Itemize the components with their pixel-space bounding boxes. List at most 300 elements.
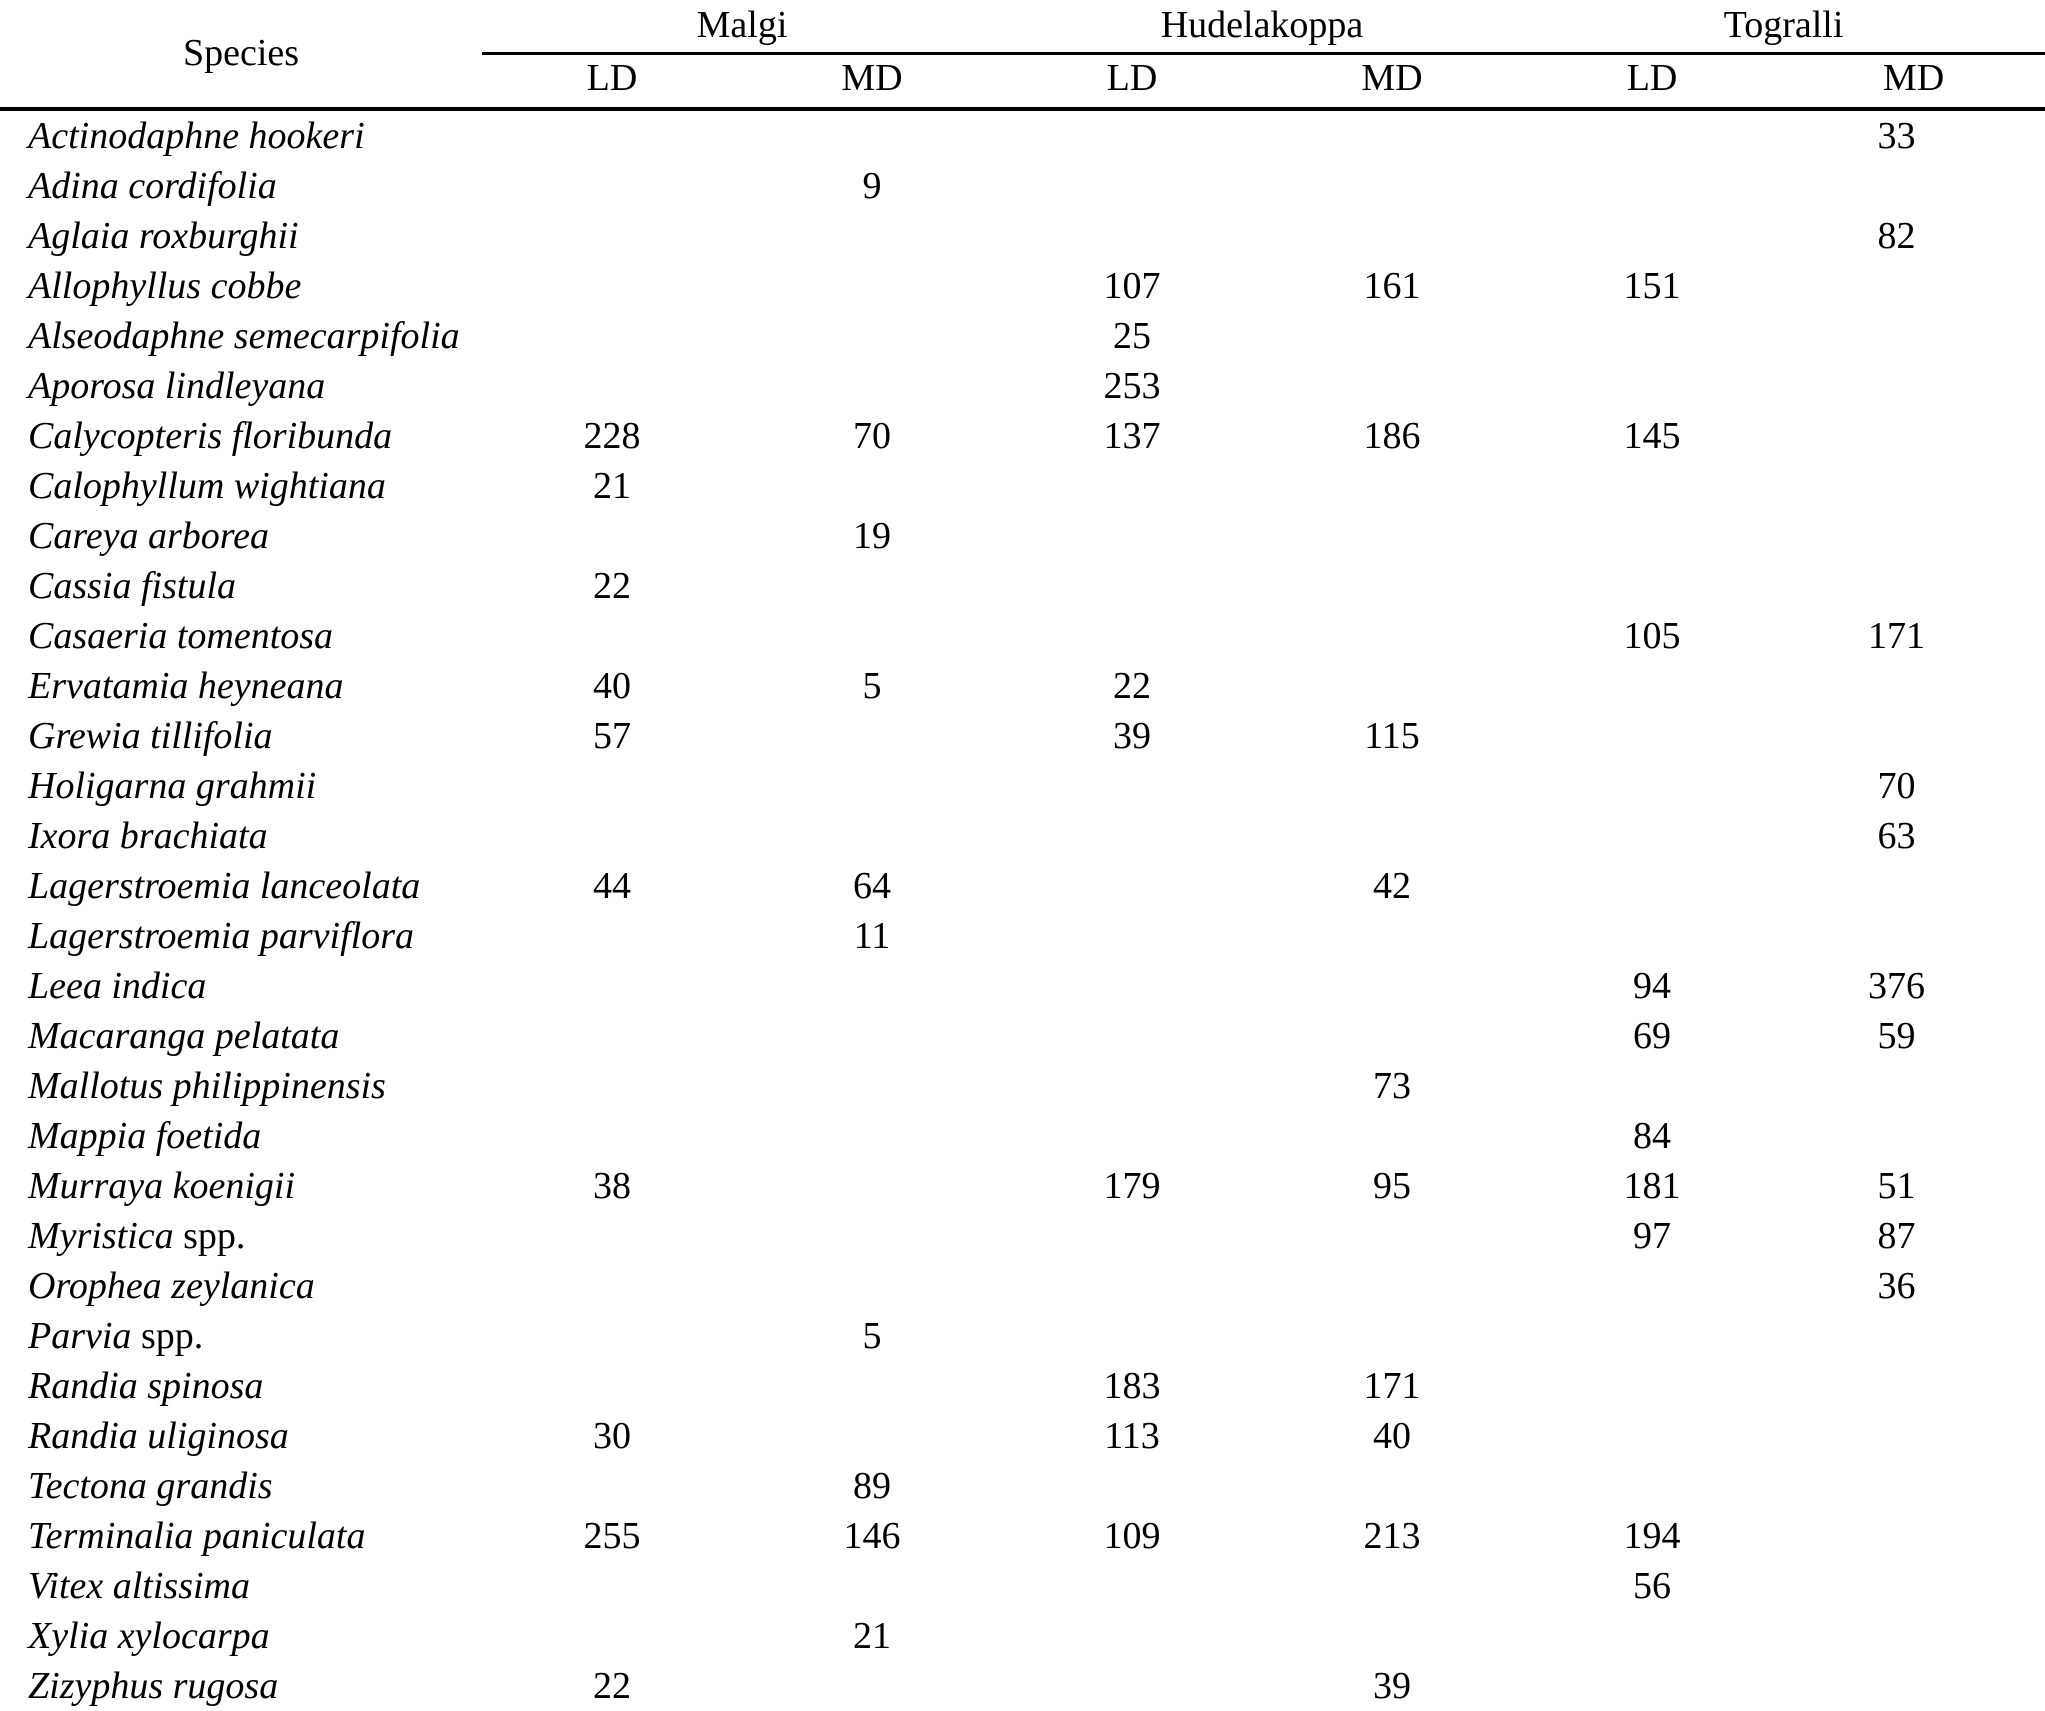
cell-togralli-md bbox=[1782, 461, 2045, 511]
species-name: Holigarna grahmii bbox=[28, 764, 317, 807]
cell-malgi-md bbox=[742, 961, 1002, 1011]
species-name: Ervatamia heyneana bbox=[28, 664, 344, 707]
cell-malgi-md bbox=[742, 261, 1002, 311]
species-name-cell bbox=[0, 1061, 482, 1111]
cell-togralli-md: 171 bbox=[1868, 614, 1926, 657]
table-row bbox=[0, 1361, 2045, 1411]
cell-hudelakoppa-ld: 183 bbox=[1103, 1364, 1161, 1407]
species-name-cell bbox=[0, 111, 482, 161]
cell-malgi-ld: 38 bbox=[593, 1164, 631, 1207]
column-header-malgi-md: MD bbox=[841, 56, 903, 99]
species-name: Ixora brachiata bbox=[28, 814, 268, 857]
table-row bbox=[0, 161, 2045, 211]
cell-malgi-md bbox=[742, 1261, 1002, 1311]
column-header-species: Species bbox=[182, 32, 300, 75]
species-name-cell bbox=[0, 761, 482, 811]
cell-malgi-md bbox=[742, 1561, 1002, 1611]
species-name: Mappia foetida bbox=[28, 1114, 262, 1157]
cell-togralli-md bbox=[1782, 311, 2045, 361]
table-row bbox=[0, 611, 2045, 661]
cell-togralli-ld bbox=[1522, 1411, 1782, 1461]
species-name: Vitex altissima bbox=[28, 1564, 250, 1607]
species-name-cell bbox=[0, 1111, 482, 1161]
cell-malgi-ld bbox=[482, 1461, 742, 1511]
cell-hudelakoppa-md: 39 bbox=[1373, 1664, 1411, 1707]
cell-hudelakoppa-ld bbox=[1002, 511, 1262, 561]
cell-hudelakoppa-ld: 253 bbox=[1103, 364, 1161, 407]
cell-hudelakoppa-ld bbox=[1002, 1011, 1262, 1061]
group-header-malgi: Malgi bbox=[696, 4, 788, 46]
cell-malgi-ld bbox=[482, 311, 742, 361]
cell-malgi-ld: 30 bbox=[593, 1414, 631, 1457]
species-name: Careya arborea bbox=[28, 514, 269, 557]
cell-hudelakoppa-ld bbox=[1002, 1561, 1262, 1611]
species-name-cell bbox=[0, 311, 482, 361]
cell-togralli-md: 51 bbox=[1877, 1164, 1916, 1207]
cell-malgi-md: 21 bbox=[853, 1614, 891, 1657]
cell-hudelakoppa-ld: 107 bbox=[1103, 264, 1161, 307]
species-name: Adina cordifolia bbox=[28, 164, 277, 207]
species-name: Aporosa lindleyana bbox=[28, 364, 326, 407]
cell-malgi-ld bbox=[482, 211, 742, 261]
cell-togralli-ld: 105 bbox=[1623, 614, 1681, 657]
table-row bbox=[0, 861, 2045, 911]
table-row bbox=[0, 361, 2045, 411]
cell-hudelakoppa-ld: 137 bbox=[1103, 414, 1161, 457]
cell-hudelakoppa-ld bbox=[1002, 1111, 1262, 1161]
cell-malgi-md bbox=[742, 811, 1002, 861]
cell-malgi-md bbox=[742, 611, 1002, 661]
cell-hudelakoppa-md bbox=[1262, 161, 1522, 211]
cell-togralli-md bbox=[1782, 361, 2045, 411]
cell-malgi-ld bbox=[482, 1311, 742, 1361]
cell-hudelakoppa-md: 115 bbox=[1364, 714, 1420, 757]
table-row bbox=[0, 1561, 2045, 1611]
cell-togralli-ld bbox=[1522, 811, 1782, 861]
cell-togralli-md bbox=[1782, 711, 2045, 761]
table-header bbox=[0, 0, 2045, 111]
cell-malgi-ld bbox=[482, 1561, 742, 1611]
cell-malgi-ld bbox=[482, 1611, 742, 1661]
cell-malgi-ld bbox=[482, 961, 742, 1011]
cell-hudelakoppa-md bbox=[1262, 961, 1522, 1011]
cell-malgi-md bbox=[742, 1211, 1002, 1261]
cell-hudelakoppa-ld bbox=[1002, 1211, 1262, 1261]
cell-hudelakoppa-md bbox=[1262, 311, 1522, 361]
table-row bbox=[0, 711, 2045, 761]
cell-togralli-md: 87 bbox=[1877, 1214, 1916, 1257]
table-row bbox=[0, 1411, 2045, 1461]
species-name: Tectona grandis bbox=[28, 1464, 273, 1507]
cell-hudelakoppa-md: 213 bbox=[1363, 1514, 1421, 1557]
species-name: Terminalia paniculata bbox=[28, 1514, 366, 1557]
cell-togralli-md bbox=[1782, 561, 2045, 611]
cell-togralli-md bbox=[1782, 511, 2045, 561]
table-row bbox=[0, 511, 2045, 561]
cell-malgi-ld: 21 bbox=[593, 464, 631, 507]
cell-hudelakoppa-ld bbox=[1002, 861, 1262, 911]
cell-togralli-md bbox=[1782, 1111, 2045, 1161]
cell-togralli-ld: 97 bbox=[1633, 1214, 1672, 1257]
cell-togralli-ld bbox=[1522, 1461, 1782, 1511]
species-suffix: spp. bbox=[140, 1314, 204, 1357]
cell-hudelakoppa-md bbox=[1262, 1561, 1522, 1611]
cell-hudelakoppa-md bbox=[1262, 111, 1522, 161]
cell-hudelakoppa-md bbox=[1262, 461, 1522, 511]
cell-malgi-md: 5 bbox=[862, 664, 882, 707]
table-row bbox=[0, 211, 2045, 261]
cell-malgi-ld bbox=[482, 611, 742, 661]
species-name: Alseodaphne semecarpifolia bbox=[28, 314, 460, 357]
table-row bbox=[0, 261, 2045, 311]
species-name: Lagerstroemia parviflora bbox=[28, 914, 414, 957]
cell-malgi-md: 19 bbox=[853, 514, 891, 557]
cell-hudelakoppa-ld: 109 bbox=[1103, 1514, 1161, 1557]
column-header-hudelakoppa-md: MD bbox=[1361, 56, 1423, 99]
cell-hudelakoppa-md bbox=[1262, 561, 1522, 611]
cell-togralli-md: 36 bbox=[1877, 1264, 1916, 1307]
table-body bbox=[0, 111, 2045, 1711]
cell-togralli-md bbox=[1782, 1411, 2045, 1461]
species-name-cell bbox=[0, 1561, 482, 1611]
cell-malgi-ld: 255 bbox=[583, 1514, 641, 1557]
cell-malgi-md bbox=[742, 461, 1002, 511]
cell-malgi-ld bbox=[482, 1261, 742, 1311]
cell-hudelakoppa-ld bbox=[1002, 161, 1262, 211]
cell-malgi-ld bbox=[482, 1361, 742, 1411]
species-name: Actinodaphne hookeri bbox=[28, 114, 365, 157]
species-name-cell bbox=[0, 261, 482, 311]
cell-malgi-ld bbox=[482, 1111, 742, 1161]
cell-togralli-md: 70 bbox=[1877, 764, 1916, 807]
cell-malgi-ld bbox=[482, 1011, 742, 1061]
cell-hudelakoppa-ld bbox=[1002, 211, 1262, 261]
species-name-cell bbox=[0, 461, 482, 511]
cell-togralli-md bbox=[1782, 261, 2045, 311]
cell-togralli-ld bbox=[1522, 561, 1782, 611]
species-name: Grewia tillifolia bbox=[28, 714, 273, 757]
cell-hudelakoppa-ld bbox=[1002, 611, 1262, 661]
species-name-cell bbox=[0, 411, 482, 461]
cell-togralli-ld bbox=[1522, 861, 1782, 911]
cell-malgi-md: 64 bbox=[853, 864, 891, 907]
cell-hudelakoppa-ld bbox=[1002, 811, 1262, 861]
column-header-hudelakoppa-ld: LD bbox=[1106, 56, 1158, 99]
cell-malgi-ld: 40 bbox=[593, 664, 631, 707]
table-row bbox=[0, 1011, 2045, 1061]
cell-hudelakoppa-md: 42 bbox=[1373, 864, 1411, 907]
cell-hudelakoppa-md bbox=[1262, 611, 1522, 661]
species-name: Myristica bbox=[28, 1214, 174, 1257]
cell-togralli-ld bbox=[1522, 711, 1782, 761]
cell-togralli-ld bbox=[1522, 311, 1782, 361]
cell-togralli-ld bbox=[1522, 211, 1782, 261]
table-row bbox=[0, 1211, 2045, 1261]
cell-malgi-md bbox=[742, 1011, 1002, 1061]
table-row bbox=[0, 911, 2045, 961]
cell-togralli-md: 82 bbox=[1877, 214, 1916, 257]
cell-malgi-ld: 22 bbox=[593, 1664, 631, 1707]
table-row bbox=[0, 111, 2045, 161]
cell-togralli-ld bbox=[1522, 511, 1782, 561]
cell-togralli-ld bbox=[1522, 1361, 1782, 1411]
species-name: Xylia xylocarpa bbox=[28, 1614, 270, 1657]
cell-hudelakoppa-ld bbox=[1002, 111, 1262, 161]
cell-malgi-ld: 228 bbox=[583, 414, 641, 457]
cell-hudelakoppa-ld bbox=[1002, 961, 1262, 1011]
cell-hudelakoppa-ld bbox=[1002, 911, 1262, 961]
cell-hudelakoppa-md bbox=[1262, 911, 1522, 961]
cell-hudelakoppa-ld bbox=[1002, 1061, 1262, 1111]
species-name: Randia spinosa bbox=[28, 1364, 264, 1407]
cell-togralli-md bbox=[1782, 1511, 2045, 1561]
cell-togralli-ld: 181 bbox=[1623, 1164, 1681, 1207]
species-name-cell bbox=[0, 1661, 482, 1711]
species-name-cell bbox=[0, 1311, 482, 1361]
cell-malgi-md bbox=[742, 761, 1002, 811]
cell-hudelakoppa-md bbox=[1262, 761, 1522, 811]
cell-hudelakoppa-md bbox=[1262, 511, 1522, 561]
cell-malgi-ld: 22 bbox=[593, 564, 631, 607]
cell-togralli-md: 63 bbox=[1877, 814, 1916, 857]
cell-hudelakoppa-md: 171 bbox=[1363, 1364, 1421, 1407]
cell-togralli-md bbox=[1782, 1311, 2045, 1361]
group-rule-malgi bbox=[482, 50, 1002, 57]
cell-malgi-md bbox=[742, 711, 1002, 761]
species-suffix: spp. bbox=[183, 1214, 246, 1257]
cell-hudelakoppa-ld: 22 bbox=[1113, 664, 1151, 707]
cell-malgi-md bbox=[742, 111, 1002, 161]
table-row bbox=[0, 1461, 2045, 1511]
cell-togralli-ld: 56 bbox=[1633, 1564, 1672, 1607]
column-header-togralli-ld: LD bbox=[1626, 56, 1678, 99]
cell-malgi-md bbox=[742, 1411, 1002, 1461]
cell-malgi-ld bbox=[482, 361, 742, 411]
species-name-cell bbox=[0, 811, 482, 861]
cell-hudelakoppa-md bbox=[1262, 211, 1522, 261]
cell-hudelakoppa-ld bbox=[1002, 461, 1262, 511]
species-name-cell bbox=[0, 911, 482, 961]
cell-togralli-ld bbox=[1522, 361, 1782, 411]
cell-malgi-md bbox=[742, 361, 1002, 411]
species-name-cell bbox=[0, 361, 482, 411]
cell-togralli-ld: 69 bbox=[1633, 1014, 1672, 1057]
column-header-malgi-ld: LD bbox=[586, 56, 638, 99]
cell-malgi-md: 11 bbox=[853, 914, 891, 957]
cell-malgi-md: 146 bbox=[843, 1514, 901, 1557]
species-name-cell bbox=[0, 1361, 482, 1411]
species-name-cell bbox=[0, 1211, 482, 1261]
cell-hudelakoppa-ld: 113 bbox=[1104, 1414, 1160, 1457]
table-row bbox=[0, 1111, 2045, 1161]
cell-togralli-md bbox=[1782, 661, 2045, 711]
cell-togralli-md: 376 bbox=[1868, 964, 1926, 1007]
table-row bbox=[0, 1511, 2045, 1561]
species-name: Randia uliginosa bbox=[28, 1414, 289, 1457]
cell-hudelakoppa-md bbox=[1262, 811, 1522, 861]
table-row bbox=[0, 1661, 2045, 1711]
species-name-cell bbox=[0, 611, 482, 661]
column-header-togralli-md: MD bbox=[1882, 56, 1945, 99]
table-row bbox=[0, 961, 2045, 1011]
cell-togralli-ld: 194 bbox=[1623, 1514, 1681, 1557]
cell-hudelakoppa-ld bbox=[1002, 761, 1262, 811]
group-header-hudelakoppa: Hudelakoppa bbox=[1160, 4, 1364, 46]
cell-togralli-md: 33 bbox=[1877, 114, 1916, 157]
cell-togralli-ld: 84 bbox=[1633, 1114, 1672, 1157]
cell-togralli-md: 59 bbox=[1877, 1014, 1916, 1057]
group-rule-togralli bbox=[1522, 50, 2045, 57]
species-name-cell bbox=[0, 1161, 482, 1211]
cell-malgi-md bbox=[742, 311, 1002, 361]
cell-malgi-md: 89 bbox=[853, 1464, 891, 1507]
table-row bbox=[0, 1161, 2045, 1211]
table-row bbox=[0, 811, 2045, 861]
species-name: Calophyllum wightiana bbox=[28, 464, 386, 507]
cell-hudelakoppa-md bbox=[1262, 1111, 1522, 1161]
cell-malgi-ld: 57 bbox=[593, 714, 631, 757]
cell-hudelakoppa-ld bbox=[1002, 1461, 1262, 1511]
cell-hudelakoppa-md bbox=[1262, 1261, 1522, 1311]
cell-hudelakoppa-md: 161 bbox=[1363, 264, 1421, 307]
species-name: Lagerstroemia lanceolata bbox=[28, 864, 421, 907]
species-name: Orophea zeylanica bbox=[28, 1264, 315, 1307]
group-label-row bbox=[0, 0, 2045, 50]
cell-togralli-md bbox=[1782, 161, 2045, 211]
cell-malgi-md bbox=[742, 1161, 1002, 1211]
cell-hudelakoppa-ld: 179 bbox=[1103, 1164, 1161, 1207]
cell-malgi-md bbox=[742, 1361, 1002, 1411]
group-rule-hudelakoppa bbox=[1002, 50, 1522, 57]
cell-togralli-ld bbox=[1522, 911, 1782, 961]
cell-hudelakoppa-md: 73 bbox=[1373, 1064, 1411, 1107]
cell-hudelakoppa-ld bbox=[1002, 1311, 1262, 1361]
cell-togralli-md bbox=[1782, 1661, 2045, 1711]
species-name-cell bbox=[0, 561, 482, 611]
cell-hudelakoppa-md bbox=[1262, 1461, 1522, 1511]
table-row bbox=[0, 1261, 2045, 1311]
cell-malgi-ld bbox=[482, 1211, 742, 1261]
table-row bbox=[0, 1061, 2045, 1111]
cell-togralli-ld bbox=[1522, 1611, 1782, 1661]
species-name: Allophyllus cobbe bbox=[28, 264, 302, 307]
species-name: Calycopteris floribunda bbox=[28, 414, 393, 457]
table-row bbox=[0, 1611, 2045, 1661]
cell-malgi-md bbox=[742, 1111, 1002, 1161]
cell-malgi-ld bbox=[482, 911, 742, 961]
cell-hudelakoppa-md bbox=[1262, 1611, 1522, 1661]
species-name: Cassia fistula bbox=[28, 564, 236, 607]
species-name-cell bbox=[0, 1461, 482, 1511]
cell-hudelakoppa-md bbox=[1262, 1311, 1522, 1361]
cell-togralli-ld: 151 bbox=[1623, 264, 1681, 307]
species-name: Zizyphus rugosa bbox=[28, 1664, 279, 1707]
cell-malgi-ld bbox=[482, 511, 742, 561]
table-row bbox=[0, 461, 2045, 511]
cell-malgi-md: 9 bbox=[862, 164, 882, 207]
species-name-cell bbox=[0, 961, 482, 1011]
species-name: Parvia bbox=[28, 1314, 132, 1357]
cell-hudelakoppa-ld: 25 bbox=[1113, 314, 1151, 357]
species-name-cell bbox=[0, 861, 482, 911]
cell-togralli-ld bbox=[1522, 1061, 1782, 1111]
cell-malgi-ld bbox=[482, 261, 742, 311]
species-name-cell bbox=[0, 661, 482, 711]
cell-malgi-ld bbox=[482, 761, 742, 811]
cell-malgi-ld bbox=[482, 1061, 742, 1111]
species-name: Casaeria tomentosa bbox=[28, 614, 334, 657]
cell-malgi-md bbox=[742, 1661, 1002, 1711]
species-name-cell bbox=[0, 711, 482, 761]
cell-hudelakoppa-ld: 39 bbox=[1113, 714, 1151, 757]
cell-hudelakoppa-md: 40 bbox=[1373, 1414, 1411, 1457]
cell-malgi-ld bbox=[482, 811, 742, 861]
cell-togralli-md bbox=[1782, 1561, 2045, 1611]
cell-togralli-md bbox=[1782, 411, 2045, 461]
species-name: Macaranga pelatata bbox=[28, 1014, 340, 1057]
table-row bbox=[0, 1311, 2045, 1361]
cell-togralli-md bbox=[1782, 911, 2045, 961]
cell-togralli-ld: 94 bbox=[1633, 964, 1672, 1007]
table-row bbox=[0, 561, 2045, 611]
cell-togralli-ld bbox=[1522, 661, 1782, 711]
cell-hudelakoppa-md: 186 bbox=[1363, 414, 1421, 457]
species-name-cell bbox=[0, 1611, 482, 1661]
cell-togralli-md bbox=[1782, 1361, 2045, 1411]
species-name: Murraya koenigii bbox=[28, 1164, 296, 1207]
cell-hudelakoppa-md bbox=[1262, 361, 1522, 411]
species-name: Leea indica bbox=[28, 964, 207, 1007]
cell-malgi-md: 5 bbox=[862, 1314, 882, 1357]
cell-hudelakoppa-md bbox=[1262, 1011, 1522, 1061]
cell-togralli-ld bbox=[1522, 1661, 1782, 1711]
cell-hudelakoppa-md: 95 bbox=[1373, 1164, 1411, 1207]
cell-hudelakoppa-md bbox=[1262, 1211, 1522, 1261]
cell-togralli-ld bbox=[1522, 111, 1782, 161]
cell-malgi-md bbox=[742, 561, 1002, 611]
cell-hudelakoppa-ld bbox=[1002, 561, 1262, 611]
cell-malgi-md bbox=[742, 1061, 1002, 1111]
table-row bbox=[0, 411, 2045, 461]
cell-malgi-ld: 44 bbox=[593, 864, 631, 907]
cell-togralli-md bbox=[1782, 1061, 2045, 1111]
species-name-cell bbox=[0, 1261, 482, 1311]
cell-togralli-ld bbox=[1522, 761, 1782, 811]
table-row bbox=[0, 311, 2045, 361]
group-header-togralli: Togralli bbox=[1723, 4, 1844, 46]
cell-togralli-ld bbox=[1522, 161, 1782, 211]
cell-togralli-md bbox=[1782, 1461, 2045, 1511]
cell-togralli-ld bbox=[1522, 1261, 1782, 1311]
cell-malgi-md: 70 bbox=[853, 414, 891, 457]
cell-togralli-ld bbox=[1522, 1311, 1782, 1361]
species-name-cell bbox=[0, 511, 482, 561]
cell-hudelakoppa-ld bbox=[1002, 1261, 1262, 1311]
cell-hudelakoppa-md bbox=[1262, 661, 1522, 711]
cell-togralli-ld: 145 bbox=[1623, 414, 1681, 457]
species-name-cell bbox=[0, 211, 482, 261]
cell-malgi-ld bbox=[482, 161, 742, 211]
table-row bbox=[0, 661, 2045, 711]
species-name-cell bbox=[0, 1511, 482, 1561]
table-row bbox=[0, 761, 2045, 811]
cell-malgi-md bbox=[742, 211, 1002, 261]
cell-togralli-md bbox=[1782, 1611, 2045, 1661]
cell-malgi-ld bbox=[482, 111, 742, 161]
species-name: Aglaia roxburghii bbox=[28, 214, 299, 257]
cell-togralli-ld bbox=[1522, 461, 1782, 511]
species-name-cell bbox=[0, 1411, 482, 1461]
